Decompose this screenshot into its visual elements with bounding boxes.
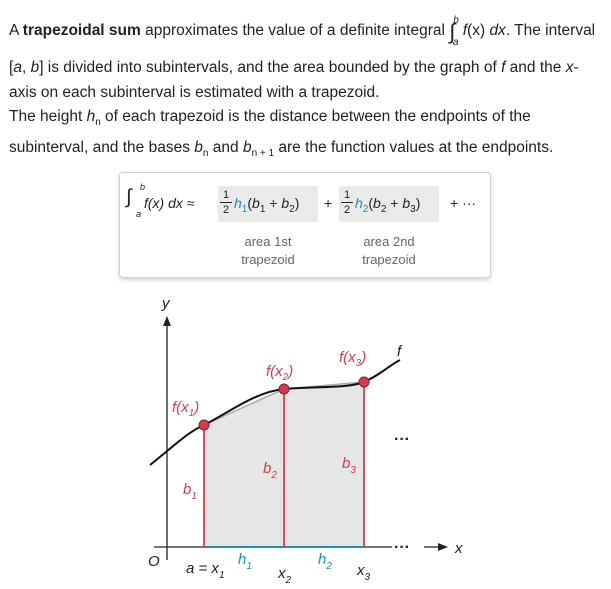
note-area-first-trapezoid: area 1st trapezoid xyxy=(241,234,295,267)
label-b2: $b_2$ xyxy=(263,460,277,481)
label-b1: $b_1$ xyxy=(183,481,197,502)
b-sub: 1 xyxy=(259,204,266,215)
h-sub: 1 xyxy=(241,204,248,215)
a-var: a xyxy=(13,59,22,76)
intro-text: , xyxy=(21,59,31,76)
ellipsis-axis: ··· xyxy=(394,539,410,556)
b-var: b xyxy=(373,195,381,211)
body-text: of each trapezoid is the distance between the endpoints of the subinterval, and the bases xyxy=(9,108,531,156)
intro-text: A xyxy=(9,22,23,39)
y-axis-arrowhead xyxy=(163,316,171,326)
point-f-x1 xyxy=(199,420,209,430)
b-var: b xyxy=(281,195,290,211)
b-sub: n + 1 xyxy=(251,148,275,159)
b-var: b xyxy=(252,195,260,211)
tick-x1: $a = x_1$ xyxy=(186,560,225,581)
fraction-denominator: 2 xyxy=(343,204,351,216)
dx-var: dx xyxy=(489,22,506,39)
point-f-x3 xyxy=(359,377,369,387)
trapezoid-1 xyxy=(204,389,284,547)
note-area-second-trapezoid: area 2nd trapezoid xyxy=(362,234,416,267)
body-text: and xyxy=(208,139,243,156)
h-sub: n xyxy=(95,117,101,128)
point-f-x2 xyxy=(279,384,289,394)
f-var: f xyxy=(462,22,468,39)
x-var: x xyxy=(565,59,574,76)
h-var: h xyxy=(355,195,363,211)
b-sub: 2 xyxy=(289,204,295,215)
intro-text: ] is divided into subintervals, and the area bounded by the graph of xyxy=(39,59,502,76)
f-var: f xyxy=(501,59,506,76)
intro-text: and the xyxy=(505,59,566,76)
intro-text: (x) xyxy=(467,22,490,39)
integral-lower-limit: a xyxy=(136,209,142,219)
h-sub: 2 xyxy=(362,204,369,215)
continuation-ellipsis: + ··· xyxy=(450,195,477,211)
intro-text: approximates the value of a definite integral xyxy=(140,22,450,39)
b-sub: 3 xyxy=(410,204,416,215)
b-var: b xyxy=(30,59,40,76)
b-var: b xyxy=(242,139,252,156)
integral-lhs: f(x) dx ≈ xyxy=(144,195,195,211)
label-f-x1: $f(x_1)$ xyxy=(172,399,200,419)
term-trapezoidal-sum: trapezoidal sum xyxy=(22,22,141,39)
body-text: The height xyxy=(9,108,87,125)
intro-text: . The interval [ xyxy=(9,22,596,76)
label-h2: $h_2$ xyxy=(318,551,332,572)
term1-expression: $h_1(b_1 + b_2)$ xyxy=(234,195,300,215)
label-f-x2: $f(x_2)$ xyxy=(266,363,294,383)
fraction-numerator: 1 xyxy=(222,189,230,201)
curve-label-f: f xyxy=(397,343,402,360)
fraction-denominator: 2 xyxy=(222,204,230,216)
body-text: are the function values at the endpoints. xyxy=(274,139,554,156)
integral-symbol: ∫ xyxy=(126,186,132,208)
integral-upper-limit: b xyxy=(453,15,459,26)
h-var: h xyxy=(86,108,96,125)
label-b3: $b_3$ xyxy=(342,455,356,476)
tick-x2: $x_2$ xyxy=(278,565,292,586)
b-var: b xyxy=(402,195,411,211)
ellipsis-upper: ··· xyxy=(394,431,410,448)
integral-upper-limit: b xyxy=(140,182,146,192)
integral-lower-limit: a xyxy=(452,37,459,48)
x-axis-label: x xyxy=(455,540,463,557)
y-axis-label: y xyxy=(162,295,170,312)
fraction-numerator: 1 xyxy=(343,189,351,201)
h-var: h xyxy=(234,195,242,211)
b-var: b xyxy=(194,139,203,156)
b-sub: 2 xyxy=(380,204,387,215)
origin-label: O xyxy=(148,553,160,570)
b-sub: n xyxy=(202,148,209,159)
term2-expression: $h_2(b_2 + b_3)$ xyxy=(355,195,421,215)
integral-symbol: ∫ xyxy=(449,19,456,44)
label-h1: $h_1$ xyxy=(238,551,252,572)
intro-text: -axis on each subinterval is estimated with a trapezoid. xyxy=(9,59,579,101)
label-f-x3: $f(x_3)$ xyxy=(339,349,367,369)
plus-sign: + xyxy=(324,195,333,211)
tick-x3: $x_3$ xyxy=(357,562,371,583)
x-axis-arrowhead xyxy=(438,543,448,551)
